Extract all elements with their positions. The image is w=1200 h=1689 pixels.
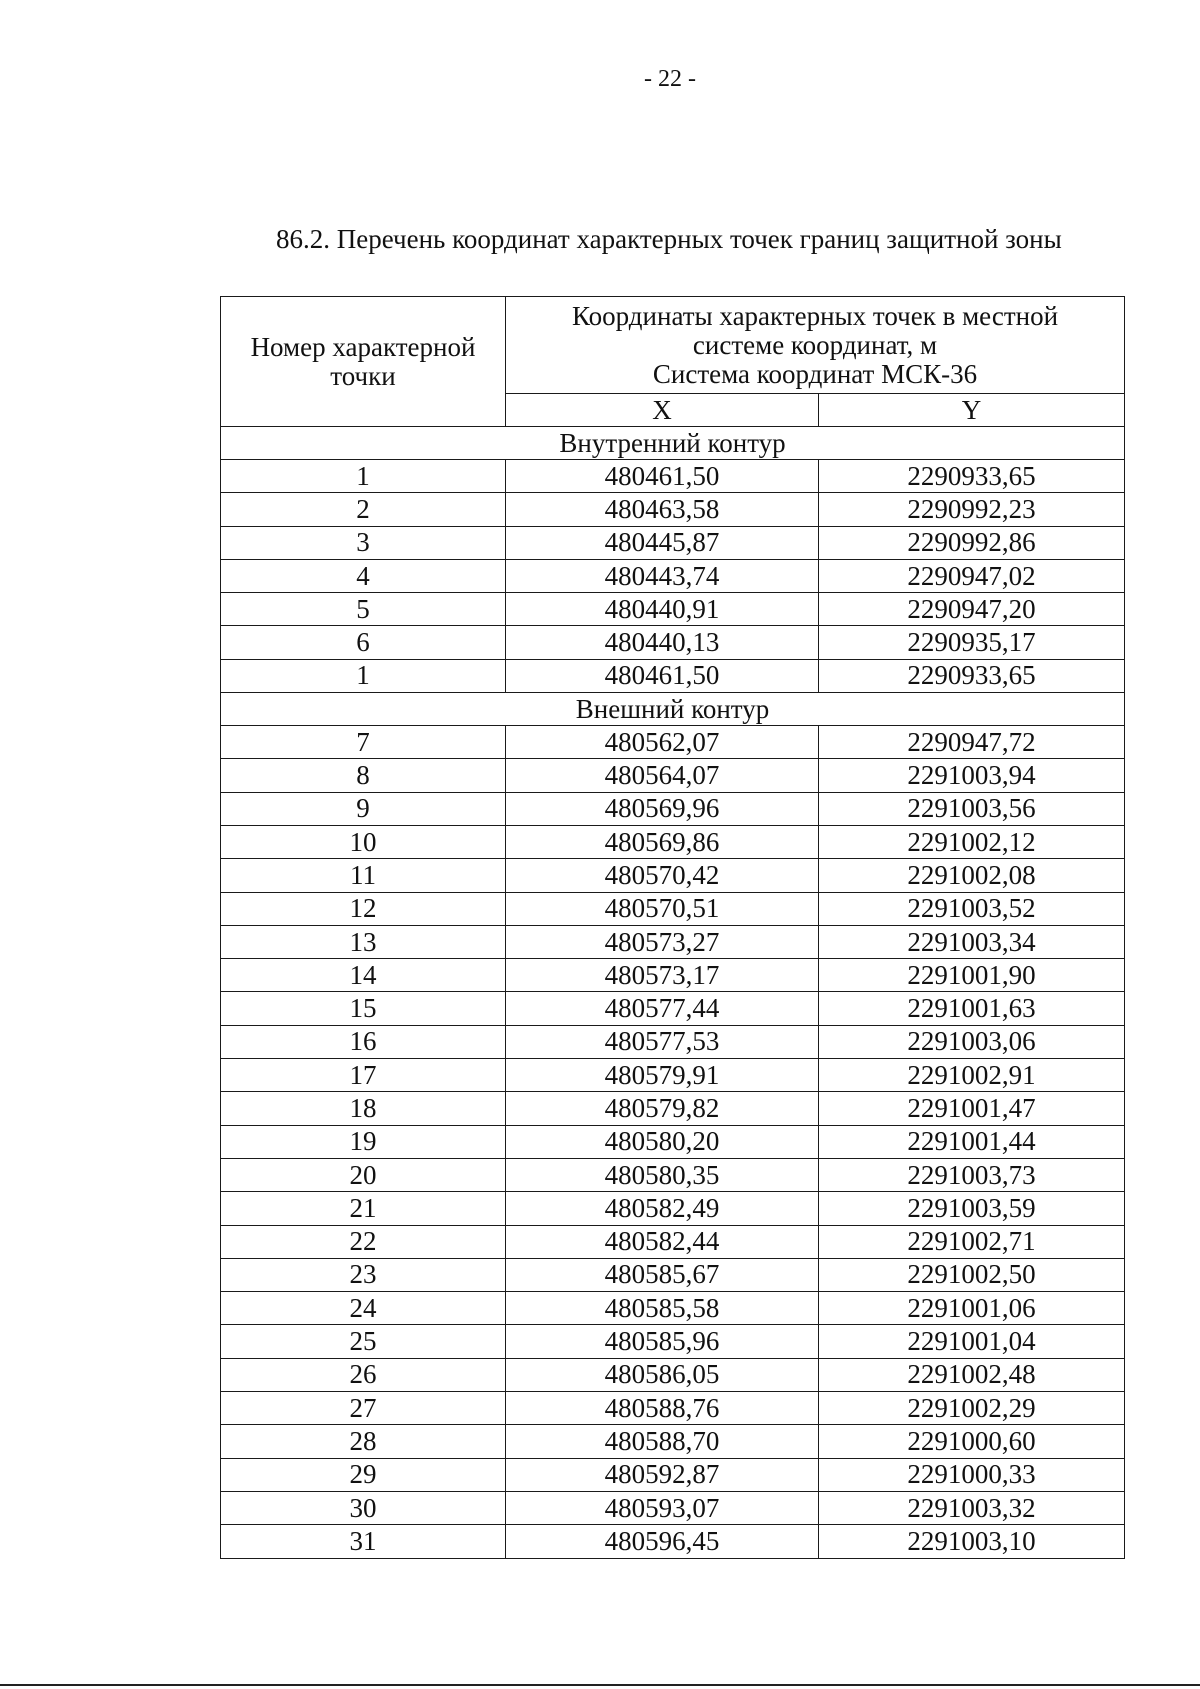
x-coordinate-cell: 480440,91 [506, 593, 819, 626]
y-coordinate-cell: 2291002,12 [819, 825, 1125, 858]
header-coordinates-line3: Система координат МСК-36 [652, 358, 978, 389]
table-row [221, 859, 1125, 892]
point-number-cell: 28 [221, 1425, 506, 1458]
point-number-cell: 1 [221, 659, 506, 692]
y-coordinate-cell: 2291003,59 [819, 1192, 1125, 1225]
table-row [221, 1059, 1125, 1092]
y-coordinate-cell: 2291001,90 [819, 959, 1125, 992]
point-number-cell: 11 [221, 859, 506, 892]
document-title: 86.2. Перечень координат характерных точек границ защитной зоны [276, 224, 1062, 254]
point-number-cell: 31 [221, 1525, 506, 1558]
x-coordinate-cell: 480585,67 [506, 1258, 819, 1291]
point-number-cell: 4 [221, 559, 506, 592]
header-point-number-line1: Номер характерной [250, 331, 476, 362]
point-number-cell: 19 [221, 1125, 506, 1158]
y-coordinate-cell: 2290947,72 [819, 726, 1125, 759]
point-number-cell: 24 [221, 1292, 506, 1325]
table-row [221, 726, 1125, 759]
point-number-cell: 21 [221, 1192, 506, 1225]
table-row [221, 792, 1125, 825]
header-x: X [506, 394, 819, 427]
y-coordinate-cell: 2291003,52 [819, 892, 1125, 925]
table-row [221, 1258, 1125, 1291]
section-title: Внутренний контур [221, 427, 1125, 460]
x-coordinate-cell: 480573,27 [506, 925, 819, 958]
table-body [221, 427, 1125, 1559]
point-number-cell: 12 [221, 892, 506, 925]
point-number-cell: 2 [221, 493, 506, 526]
y-coordinate-cell: 2291003,73 [819, 1158, 1125, 1191]
y-coordinate-cell: 2290935,17 [819, 626, 1125, 659]
y-coordinate-cell: 2291003,06 [819, 1025, 1125, 1058]
table-row [221, 1025, 1125, 1058]
x-coordinate-cell: 480582,44 [506, 1225, 819, 1258]
x-coordinate-cell: 480585,58 [506, 1292, 819, 1325]
point-number-cell: 30 [221, 1491, 506, 1524]
table-row [221, 1092, 1125, 1125]
table-row [221, 1425, 1125, 1458]
table-row [221, 593, 1125, 626]
x-coordinate-cell: 480579,82 [506, 1092, 819, 1125]
x-coordinate-cell: 480580,20 [506, 1125, 819, 1158]
point-number-cell: 13 [221, 925, 506, 958]
point-number-cell: 29 [221, 1458, 506, 1491]
y-coordinate-cell: 2291003,32 [819, 1491, 1125, 1524]
y-coordinate-cell: 2291001,44 [819, 1125, 1125, 1158]
x-coordinate-cell: 480582,49 [506, 1192, 819, 1225]
table-row [221, 493, 1125, 526]
table-row [221, 1125, 1125, 1158]
point-number-cell: 10 [221, 825, 506, 858]
x-coordinate-cell: 480461,50 [506, 659, 819, 692]
point-number-cell: 27 [221, 1392, 506, 1425]
section-row [221, 693, 1125, 726]
table-row [221, 825, 1125, 858]
point-number-cell: 25 [221, 1325, 506, 1358]
y-coordinate-cell: 2291003,56 [819, 792, 1125, 825]
x-coordinate-cell: 480577,53 [506, 1025, 819, 1058]
table-row [221, 1525, 1125, 1558]
y-coordinate-cell: 2290933,65 [819, 659, 1125, 692]
y-coordinate-cell: 2291002,08 [819, 859, 1125, 892]
x-coordinate-cell: 480593,07 [506, 1491, 819, 1524]
point-number-cell: 26 [221, 1358, 506, 1391]
y-coordinate-cell: 2290947,20 [819, 593, 1125, 626]
coordinates-table [220, 296, 1125, 1559]
point-number-cell: 15 [221, 992, 506, 1025]
point-number-cell: 8 [221, 759, 506, 792]
x-coordinate-cell: 480586,05 [506, 1358, 819, 1391]
table-row [221, 526, 1125, 559]
point-number-cell: 17 [221, 1059, 506, 1092]
header-y: Y [819, 394, 1125, 427]
y-coordinate-cell: 2291002,48 [819, 1358, 1125, 1391]
y-coordinate-cell: 2291000,60 [819, 1425, 1125, 1458]
point-number-cell: 18 [221, 1092, 506, 1125]
point-number-cell: 3 [221, 526, 506, 559]
bottom-divider [0, 1684, 1200, 1686]
point-number-cell: 14 [221, 959, 506, 992]
x-coordinate-cell: 480445,87 [506, 526, 819, 559]
x-coordinate-cell: 480588,76 [506, 1392, 819, 1425]
point-number-cell: 7 [221, 726, 506, 759]
table-row [221, 1225, 1125, 1258]
x-coordinate-cell: 480443,74 [506, 559, 819, 592]
y-coordinate-cell: 2290992,86 [819, 526, 1125, 559]
header-coordinates [506, 297, 1125, 394]
x-coordinate-cell: 480570,51 [506, 892, 819, 925]
table-row [221, 659, 1125, 692]
y-coordinate-cell: 2291002,50 [819, 1258, 1125, 1291]
x-coordinate-cell: 480588,70 [506, 1425, 819, 1458]
point-number-cell: 16 [221, 1025, 506, 1058]
x-coordinate-cell: 480569,86 [506, 825, 819, 858]
y-coordinate-cell: 2291000,33 [819, 1458, 1125, 1491]
x-coordinate-cell: 480577,44 [506, 992, 819, 1025]
x-coordinate-cell: 480573,17 [506, 959, 819, 992]
x-coordinate-cell: 480596,45 [506, 1525, 819, 1558]
table-row [221, 1192, 1125, 1225]
y-coordinate-cell: 2291002,91 [819, 1059, 1125, 1092]
table-row [221, 626, 1125, 659]
section-title: Внешний контур [221, 693, 1125, 726]
table-row [221, 1158, 1125, 1191]
y-coordinate-cell: 2291002,71 [819, 1225, 1125, 1258]
section-row [221, 427, 1125, 460]
x-coordinate-cell: 480592,87 [506, 1458, 819, 1491]
x-coordinate-cell: 480562,07 [506, 726, 819, 759]
y-coordinate-cell: 2291001,04 [819, 1325, 1125, 1358]
table-header [221, 297, 1125, 427]
header-point-number [221, 297, 506, 427]
table-row [221, 959, 1125, 992]
x-coordinate-cell: 480569,96 [506, 792, 819, 825]
x-coordinate-cell: 480463,58 [506, 493, 819, 526]
point-number-cell: 22 [221, 1225, 506, 1258]
page-number: - 22 - [644, 66, 696, 92]
point-number-cell: 20 [221, 1158, 506, 1191]
point-number-cell: 1 [221, 460, 506, 493]
y-coordinate-cell: 2291003,34 [819, 925, 1125, 958]
point-number-cell: 6 [221, 626, 506, 659]
x-coordinate-cell: 480570,42 [506, 859, 819, 892]
y-coordinate-cell: 2291002,29 [819, 1392, 1125, 1425]
table-row [221, 1358, 1125, 1391]
x-coordinate-cell: 480585,96 [506, 1325, 819, 1358]
table-row [221, 1491, 1125, 1524]
table-row [221, 460, 1125, 493]
table-row [221, 559, 1125, 592]
x-coordinate-cell: 480461,50 [506, 460, 819, 493]
table-row [221, 1325, 1125, 1358]
y-coordinate-cell: 2291001,06 [819, 1292, 1125, 1325]
y-coordinate-cell: 2291001,47 [819, 1092, 1125, 1125]
table-row [221, 925, 1125, 958]
header-point-number-line2: точки [330, 360, 396, 391]
point-number-cell: 9 [221, 792, 506, 825]
y-coordinate-cell: 2291001,63 [819, 992, 1125, 1025]
x-coordinate-cell: 480580,35 [506, 1158, 819, 1191]
x-coordinate-cell: 480579,91 [506, 1059, 819, 1092]
point-number-cell: 23 [221, 1258, 506, 1291]
header-coordinates-line1: Координаты характерных точек в местной [572, 300, 1059, 331]
y-coordinate-cell: 2291003,10 [819, 1525, 1125, 1558]
y-coordinate-cell: 2290947,02 [819, 559, 1125, 592]
table-row [221, 759, 1125, 792]
table-row [221, 892, 1125, 925]
y-coordinate-cell: 2290933,65 [819, 460, 1125, 493]
table-row [221, 1458, 1125, 1491]
coordinates-table-container [220, 296, 1124, 1559]
x-coordinate-cell: 480440,13 [506, 626, 819, 659]
y-coordinate-cell: 2291003,94 [819, 759, 1125, 792]
header-coordinates-line2: системе координат, м [692, 329, 938, 360]
y-coordinate-cell: 2290992,23 [819, 493, 1125, 526]
x-coordinate-cell: 480564,07 [506, 759, 819, 792]
point-number-cell: 5 [221, 593, 506, 626]
table-row [221, 992, 1125, 1025]
table-row [221, 1392, 1125, 1425]
table-row [221, 1292, 1125, 1325]
